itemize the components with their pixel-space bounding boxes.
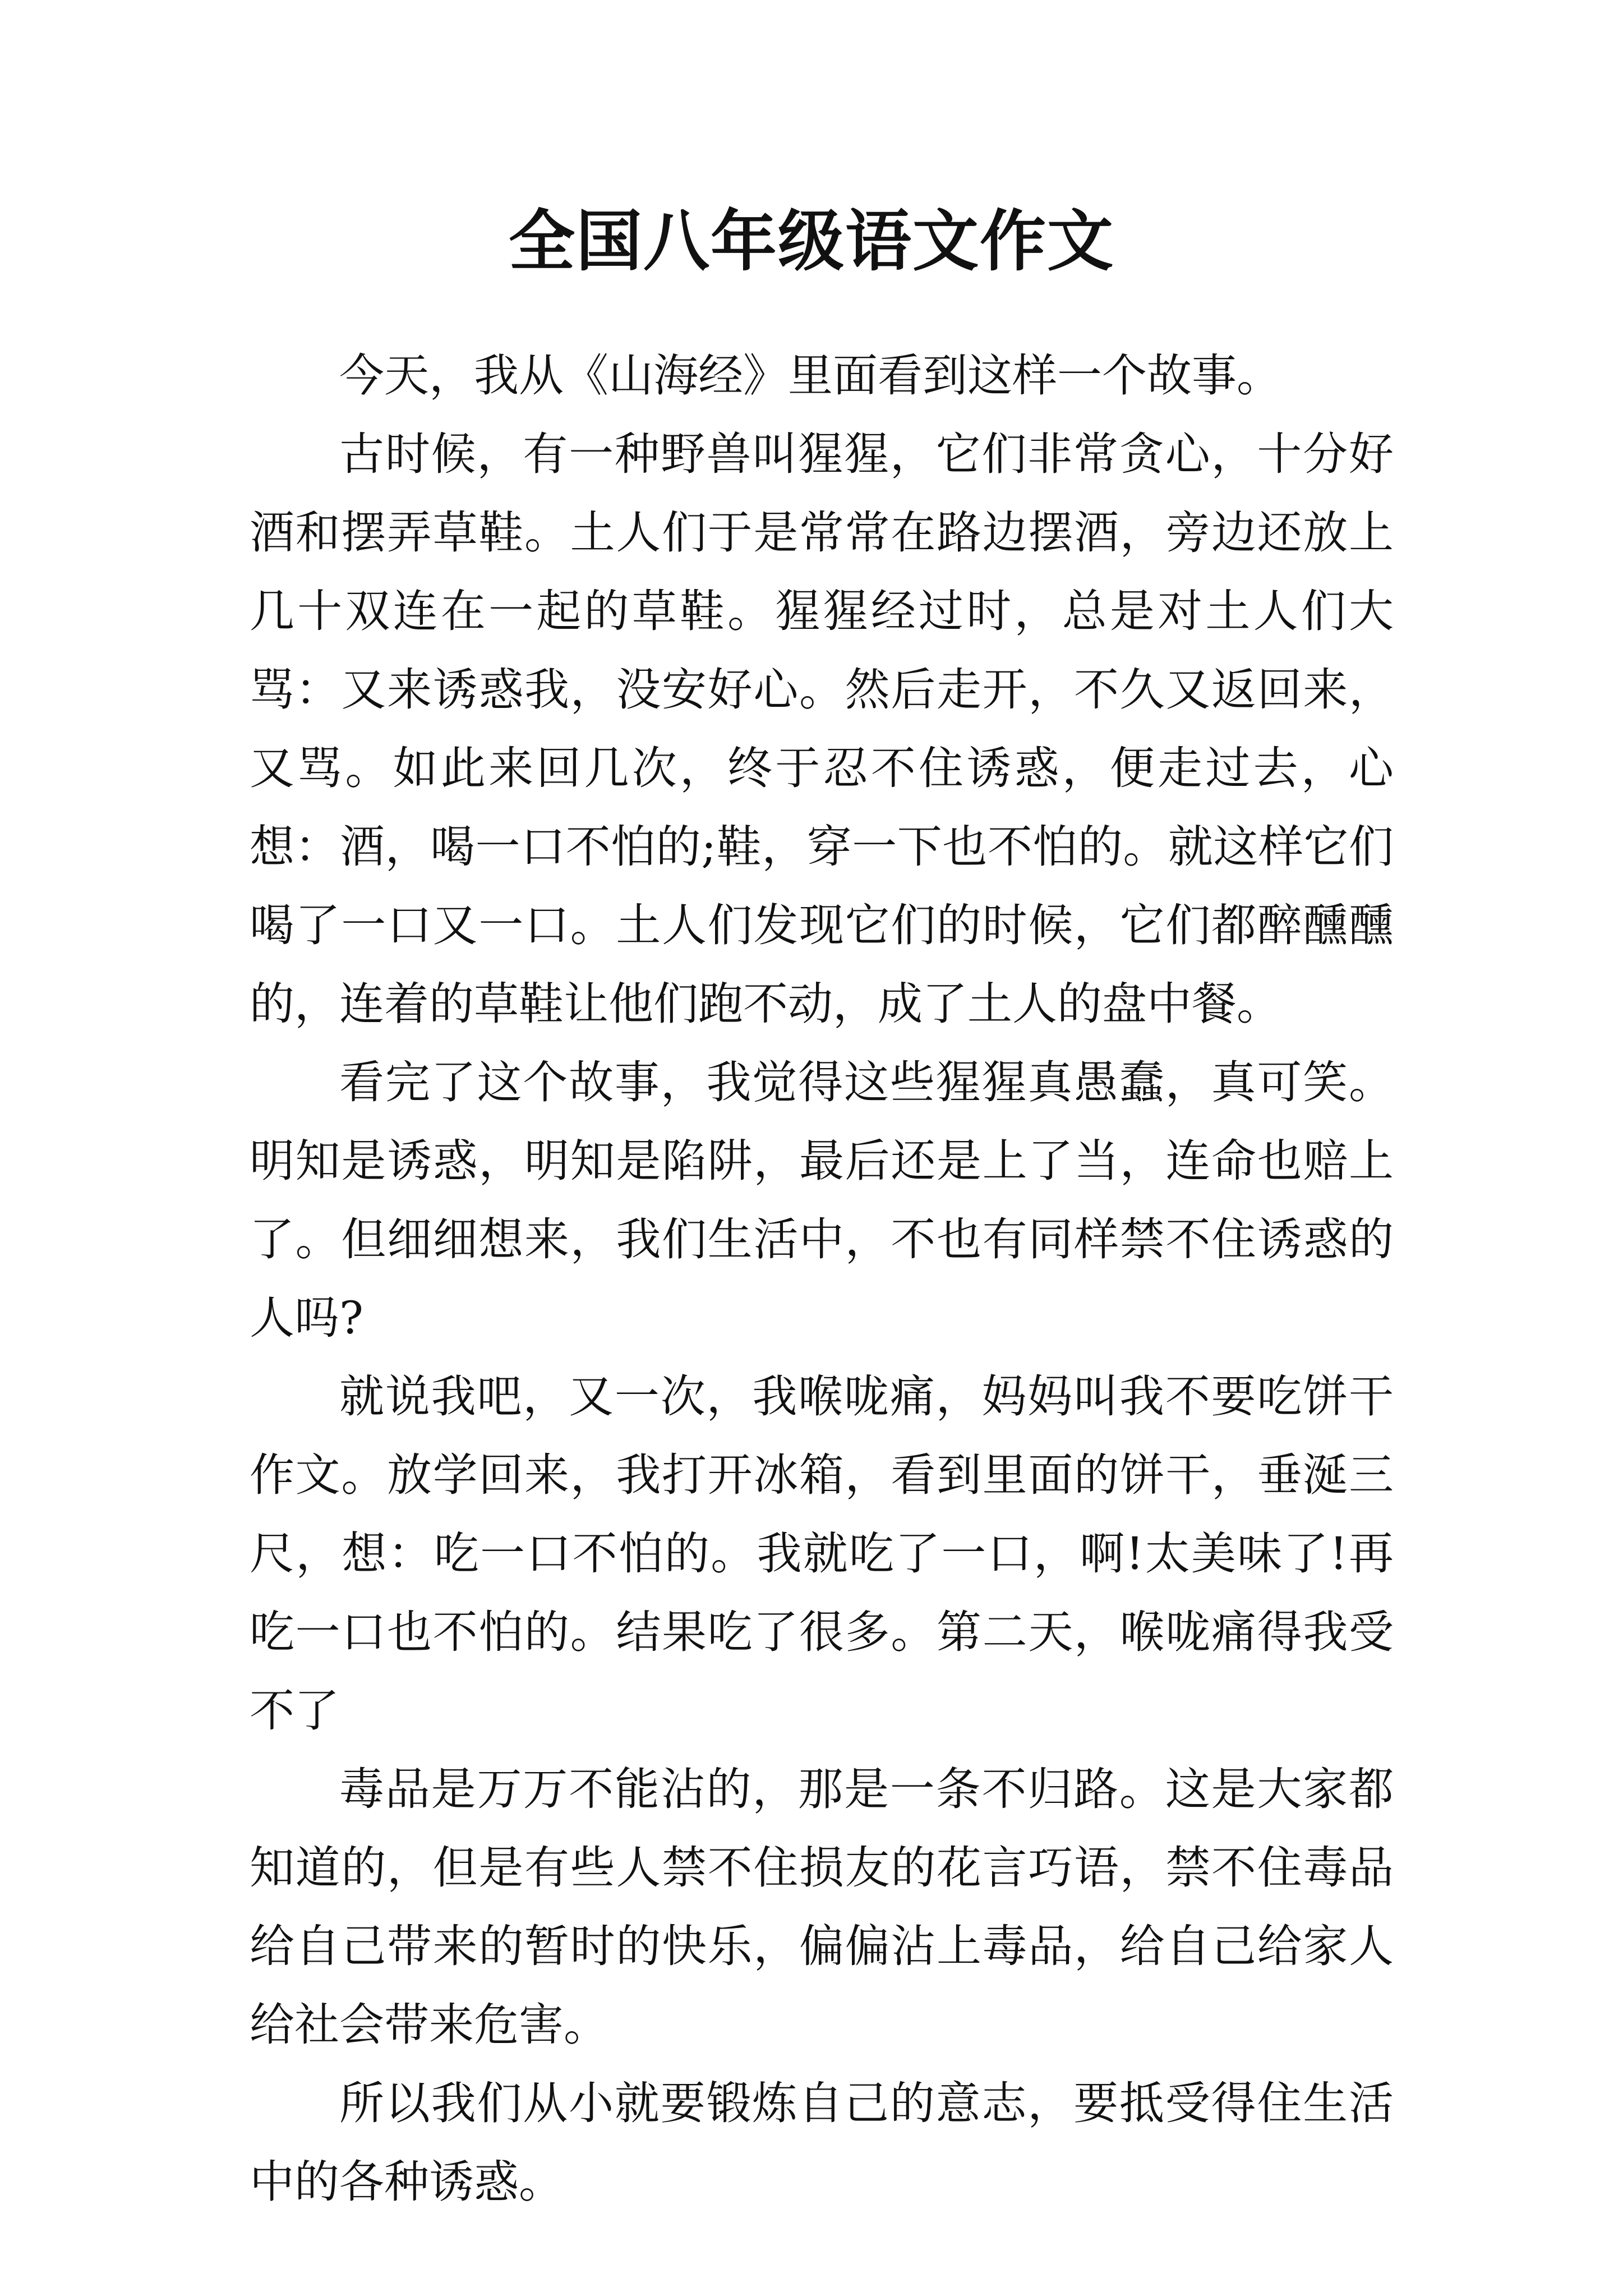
document-body: [250, 337, 1394, 2221]
paragraph-3: 看完了这个故事，我觉得这些猩猩真愚蠢，真可笑。明知是诱惑，明知是陷阱，最后还是上了当，连命也赔上了。但细细想来，我们生活中，不也有同样禁不住诱惑的人吗?: [250, 1056, 1394, 1344]
paragraph-5: 毒品是万万不能沾的，那是一条不归路。这是大家都知道的，但是有些人禁不住损友的花言巧语，禁不住毒品给自己带来的暂时的快乐，偏偏沾上毒品，给自己给家人给社会带来危害。: [250, 1763, 1394, 2051]
paragraph-1: 今天，我从《山海经》里面看到这样一个故事。: [339, 349, 1281, 402]
document-title: 全国八年级语文作文: [508, 202, 1114, 280]
paragraph-4: 就说我吧，又一次，我喉咙痛，妈妈叫我不要吃饼干作文。放学回来，我打开冰箱，看到里面的饼干，垂涎三尺，想：吃一口不怕的。我就吃了一口，啊!太美味了!再吃一口也不怕的。结果吃了很多。第二天，喉咙痛得我受不了: [250, 1370, 1394, 1737]
paragraph-2: 古时候，有一种野兽叫猩猩，它们非常贪心，十分好酒和摆弄草鞋。土人们于是常常在路边摆酒，旁边还放上几十双连在一起的草鞋。猩猩经过时，总是对土人们大骂：又来诱惑我，没安好心。然后走开，不久又返回来，又骂。如此来回几次，终于忍不住诱惑，便走过去，心想：酒，喝一口不怕的;鞋，穿一下也不怕的。就这样它们喝了一口又一口。土人们发现它们的时候，它们都醉醺醺的，连着的草鞋让他们跑不动，成了土人的盘中餐。: [250, 428, 1394, 1030]
paragraph-6: 所以我们从小就要锻炼自己的意志，要抵受得住生活中的各种诱惑。: [250, 2077, 1394, 2208]
